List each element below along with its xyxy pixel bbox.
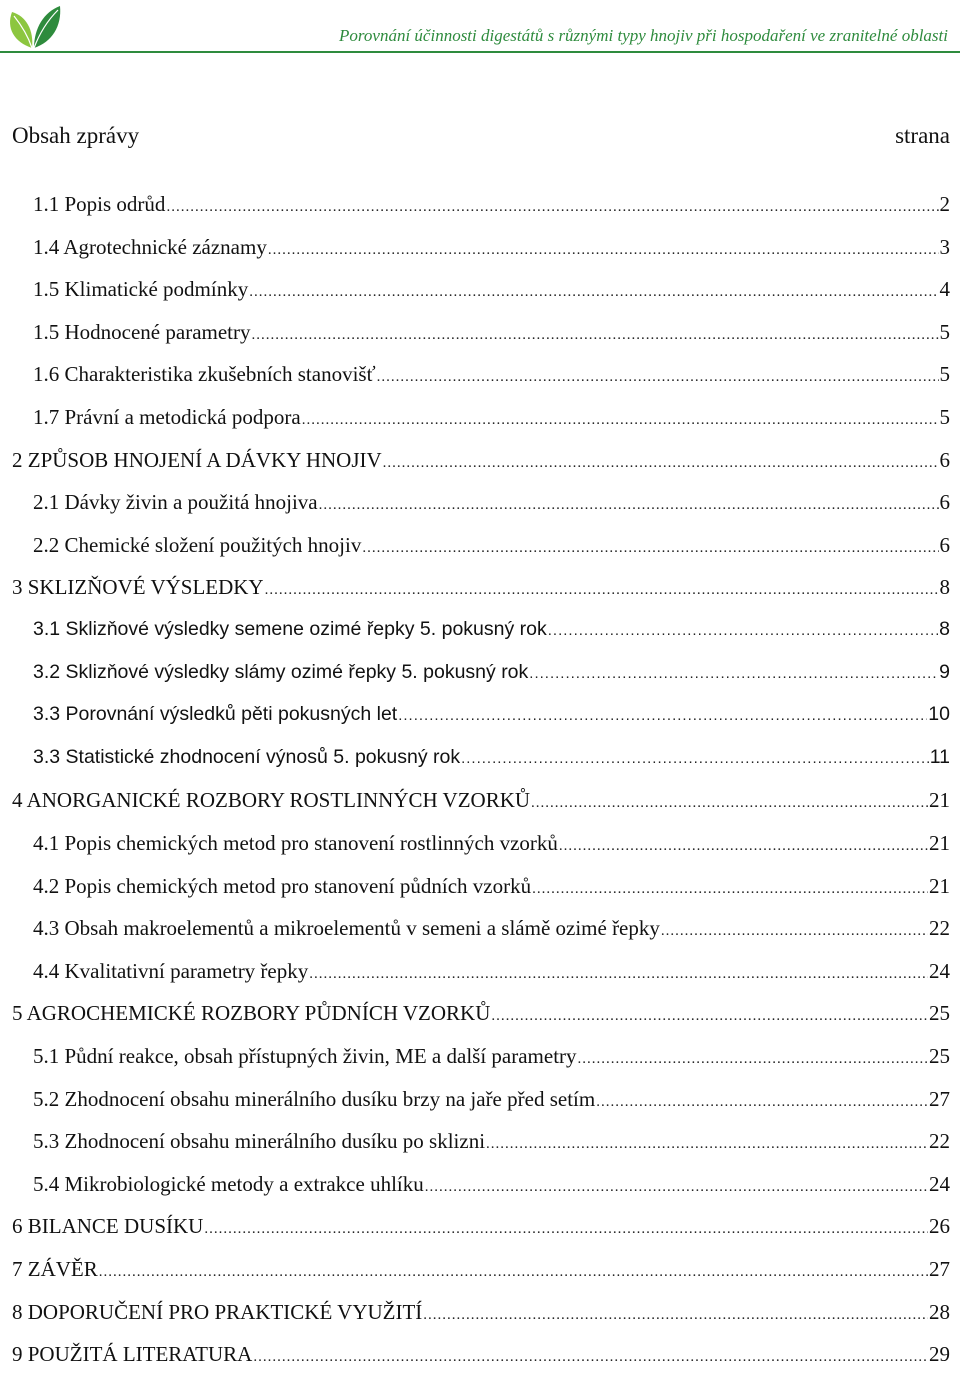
toc-entry[interactable] bbox=[12, 1342, 950, 1372]
toc-entry-title: 5.2 Zhodnocení obsahu minerálního dusíku brzy na jaře před setím bbox=[33, 1087, 596, 1111]
dot-leader bbox=[253, 1349, 928, 1366]
toc-page-column-label: strana bbox=[895, 123, 950, 148]
dot-leader bbox=[302, 412, 939, 429]
toc-entry-title: 3.3 Statistické zhodnocení výnosů 5. pokusný rok bbox=[33, 746, 461, 768]
toc-entry-page: 9 bbox=[939, 661, 950, 683]
header-divider bbox=[0, 51, 960, 53]
toc-entry-page: 28 bbox=[929, 1300, 950, 1324]
dot-leader bbox=[362, 540, 938, 557]
toc-entry-title: 1.7 Právní a metodická podpora bbox=[33, 405, 301, 429]
dot-leader bbox=[204, 1221, 928, 1238]
toc-entry-page: 21 bbox=[929, 788, 950, 812]
toc-entry-page: 21 bbox=[929, 874, 950, 898]
toc-entry-title: 9 POUŽITÁ LITERATURA bbox=[12, 1342, 253, 1366]
toc-entry-title: 5.4 Mikrobiologické metody a extrakce uhlíku bbox=[33, 1172, 424, 1196]
toc-entry-title: 5.1 Půdní reakce, obsah přístupných živin, ME a další parametry bbox=[33, 1044, 577, 1068]
dot-leader bbox=[265, 582, 939, 599]
dot-leader bbox=[529, 665, 938, 682]
toc-entry-page: 25 bbox=[929, 1044, 950, 1068]
toc-entry-page: 26 bbox=[929, 1214, 950, 1238]
toc-entry-title: 8 DOPORUČENÍ PRO PRAKTICKÉ VYUŽITÍ bbox=[12, 1300, 423, 1324]
dot-leader bbox=[461, 750, 929, 767]
dot-leader bbox=[383, 455, 939, 472]
dot-leader bbox=[425, 1179, 928, 1196]
toc-entry[interactable] bbox=[33, 1129, 950, 1159]
toc-entry-title: 5 AGROCHEMICKÉ ROZBORY PŮDNÍCH VZORKŮ bbox=[12, 1001, 491, 1025]
toc-entry-page: 29 bbox=[929, 1342, 950, 1366]
dot-leader bbox=[398, 707, 927, 724]
toc-entry[interactable] bbox=[12, 1300, 950, 1330]
toc-entry-title: 1.5 Hodnocené parametry bbox=[33, 320, 251, 344]
toc-entry[interactable] bbox=[33, 192, 950, 222]
toc-entry[interactable] bbox=[33, 362, 950, 392]
toc-entry[interactable] bbox=[33, 916, 950, 946]
toc-entry[interactable] bbox=[33, 405, 950, 435]
dot-leader bbox=[423, 1307, 928, 1324]
dot-leader bbox=[268, 242, 939, 259]
dot-leader bbox=[309, 966, 928, 983]
toc-entry-page: 6 bbox=[939, 533, 950, 557]
leaf-logo-icon bbox=[4, 2, 62, 52]
toc-entry-page: 5 bbox=[939, 405, 950, 429]
toc-entry-page: 2 bbox=[939, 192, 950, 216]
toc-entry[interactable] bbox=[12, 575, 950, 605]
toc-entry-title: 4.1 Popis chemických metod pro stanovení rostlinných vzorků bbox=[33, 831, 558, 855]
toc-entry[interactable] bbox=[12, 1001, 950, 1031]
page-header bbox=[0, 0, 960, 56]
toc-entry-title: 2.2 Chemické složení použitých hnojiv bbox=[33, 533, 362, 557]
dot-leader bbox=[596, 1094, 928, 1111]
toc-entry[interactable] bbox=[33, 831, 950, 861]
toc-entry[interactable] bbox=[12, 1257, 950, 1287]
toc-entry[interactable] bbox=[12, 448, 950, 478]
toc-entry[interactable] bbox=[33, 533, 950, 563]
toc-entry-page: 10 bbox=[928, 703, 950, 725]
dot-leader bbox=[377, 369, 939, 386]
toc-entry[interactable] bbox=[33, 618, 950, 648]
toc-entry-page: 8 bbox=[939, 575, 950, 599]
dot-leader bbox=[548, 622, 938, 639]
dot-leader bbox=[578, 1051, 928, 1068]
toc-entry-page: 3 bbox=[939, 235, 950, 259]
toc-entry-title: 4.2 Popis chemických metod pro stanovení půdních vzorků bbox=[33, 874, 532, 898]
toc-entry-page: 27 bbox=[929, 1087, 950, 1111]
dot-leader bbox=[486, 1136, 928, 1153]
toc-entry-page: 24 bbox=[929, 1172, 950, 1196]
toc-entry-title: 3.1 Sklizňové výsledky semene ozimé řepky 5. pokusný rok bbox=[33, 618, 547, 640]
toc-entry-title: 4.4 Kvalitativní parametry řepky bbox=[33, 959, 309, 983]
toc-entry-page: 11 bbox=[929, 746, 950, 768]
dot-leader bbox=[661, 923, 928, 940]
toc-entry[interactable] bbox=[33, 874, 950, 904]
dot-leader bbox=[166, 199, 938, 216]
toc-entry-title: 4 ANORGANICKÉ ROZBORY ROSTLINNÝCH VZORKŮ bbox=[12, 788, 531, 812]
toc-entry[interactable] bbox=[33, 490, 950, 520]
dot-leader bbox=[559, 838, 928, 855]
toc-entry-page: 22 bbox=[929, 1129, 950, 1153]
toc-entry-page: 25 bbox=[929, 1001, 950, 1025]
toc-entry-title: 3 SKLIZŇOVÉ VÝSLEDKY bbox=[12, 575, 264, 599]
toc-entry-title: 1.1 Popis odrůd bbox=[33, 192, 166, 216]
toc-entry-title: 5.3 Zhodnocení obsahu minerálního dusíku po sklizni bbox=[33, 1129, 486, 1153]
toc-entry-page: 22 bbox=[929, 916, 950, 940]
toc-title: Obsah zprávy bbox=[12, 123, 140, 148]
toc-entry-page: 24 bbox=[929, 959, 950, 983]
toc-entry-page: 5 bbox=[939, 320, 950, 344]
dot-leader bbox=[252, 327, 939, 344]
toc-entry[interactable] bbox=[33, 703, 950, 733]
toc-entry-page: 6 bbox=[939, 448, 950, 472]
toc-entry-page: 4 bbox=[939, 277, 950, 301]
toc-entry[interactable] bbox=[33, 661, 950, 691]
toc-entry[interactable] bbox=[12, 1214, 950, 1244]
toc-entry[interactable] bbox=[12, 788, 950, 818]
toc-entry[interactable] bbox=[33, 277, 950, 307]
toc-entry-title: 2.1 Dávky živin a použitá hnojiva bbox=[33, 490, 318, 514]
toc-entry-page: 6 bbox=[939, 490, 950, 514]
toc-entry-title: 2 ZPŮSOB HNOJENÍ A DÁVKY HNOJIV bbox=[12, 448, 382, 472]
toc-entry-title: 7 ZÁVĚR bbox=[12, 1257, 98, 1281]
toc-entry-title: 6 BILANCE DUSÍKU bbox=[12, 1214, 204, 1238]
toc-entry-title: 1.6 Charakteristika zkušebních stanovišť bbox=[33, 362, 376, 386]
dot-leader bbox=[99, 1264, 928, 1281]
toc-entry-page: 8 bbox=[939, 618, 950, 640]
dot-leader bbox=[491, 1008, 928, 1025]
toc-entry[interactable] bbox=[33, 235, 950, 265]
toc-entry[interactable] bbox=[33, 320, 950, 350]
dot-leader bbox=[249, 284, 938, 301]
dot-leader bbox=[531, 795, 928, 812]
toc-entry-title: 1.4 Agrotechnické záznamy bbox=[33, 235, 267, 259]
dot-leader bbox=[532, 881, 928, 898]
toc-entry[interactable] bbox=[33, 1044, 950, 1074]
toc-entry[interactable] bbox=[33, 959, 950, 989]
toc-entry[interactable] bbox=[33, 1087, 950, 1117]
toc-entry-title: 3.3 Porovnání výsledků pěti pokusných let bbox=[33, 703, 398, 725]
dot-leader bbox=[319, 497, 939, 514]
toc-entry-page: 27 bbox=[929, 1257, 950, 1281]
toc-entry[interactable] bbox=[33, 746, 950, 776]
toc-entry-title: 4.3 Obsah makroelementů a mikroelementů v semeni a slámě ozimé řepky bbox=[33, 916, 660, 940]
toc-entry-page: 5 bbox=[939, 362, 950, 386]
toc-entry-page: 21 bbox=[929, 831, 950, 855]
toc-entry-title: 1.5 Klimatické podmínky bbox=[33, 277, 249, 301]
header-title: Porovnání účinnosti digestátů s různými typy hnojiv při hospodaření ve zranitelné oblasti bbox=[339, 26, 948, 45]
toc-entry-title: 3.2 Sklizňové výsledky slámy ozimé řepky 5. pokusný rok bbox=[33, 661, 529, 683]
toc-entry[interactable] bbox=[33, 1172, 950, 1202]
